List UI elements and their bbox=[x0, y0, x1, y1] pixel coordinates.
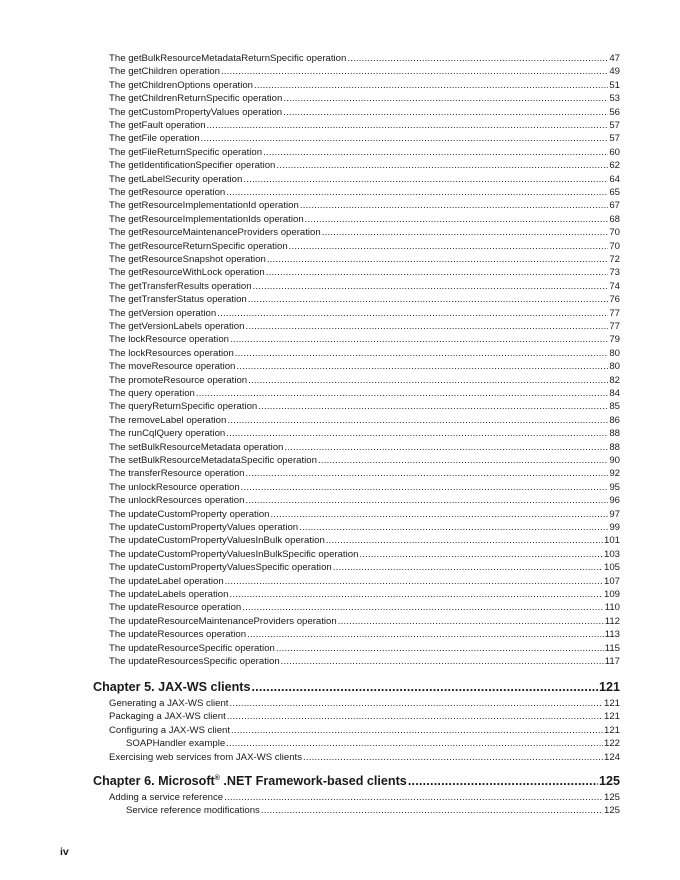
toc-entry-page: 84 bbox=[609, 388, 620, 399]
toc-leader-dots bbox=[230, 333, 608, 346]
toc-leader-dots bbox=[247, 628, 604, 641]
toc-leader-dots bbox=[267, 253, 609, 266]
toc-entry-page: 101 bbox=[603, 535, 620, 547]
toc-entry-title: The runCqlQuery operation bbox=[109, 428, 226, 440]
toc-entry[interactable] bbox=[109, 427, 620, 440]
toc-entry[interactable] bbox=[109, 146, 620, 159]
toc-entry-page: 110 bbox=[604, 602, 620, 614]
toc-entry-page: 115 bbox=[604, 642, 620, 654]
toc-leader-dots bbox=[300, 199, 608, 212]
toc-leader-dots bbox=[276, 642, 604, 655]
toc-leader-dots bbox=[201, 132, 609, 145]
toc-entry-title: The getFileReturnSpecific operation bbox=[109, 146, 263, 158]
toc-leader-dots bbox=[243, 173, 608, 186]
toc-leader-dots bbox=[224, 791, 603, 804]
toc-entry-title: The unlockResources operation bbox=[109, 495, 245, 507]
toc-entry[interactable] bbox=[109, 253, 620, 266]
toc-entry[interactable] bbox=[109, 642, 620, 655]
toc-entry-title: Adding a service reference bbox=[109, 792, 224, 803]
toc-entry-title: The getVersion operation bbox=[109, 307, 217, 319]
toc-entry-title: The getTransferStatus operation bbox=[109, 294, 247, 306]
toc-entry-title: The getCustomPropertyValues operation bbox=[109, 106, 283, 118]
toc-entry[interactable] bbox=[109, 266, 620, 279]
toc-entry-title: The getResource operation bbox=[109, 187, 226, 198]
toc-leader-dots bbox=[226, 427, 608, 440]
toc-entry-title: The updateResources operation bbox=[109, 629, 247, 641]
toc-entry[interactable] bbox=[109, 454, 620, 467]
toc-entry-title: The getResourceMaintenanceProviders operation bbox=[109, 227, 321, 239]
toc-chapter-5[interactable] bbox=[93, 679, 620, 696]
toc-entry-title: The getChildrenReturnSpecific operation bbox=[109, 93, 283, 105]
toc-entry-page: 103 bbox=[603, 548, 620, 560]
toc-entry-page: 90 bbox=[609, 455, 620, 466]
toc-entry[interactable] bbox=[109, 481, 620, 494]
toc-entry-page: 82 bbox=[609, 374, 620, 386]
chapter-title: Chapter 5. JAX-WS clients bbox=[93, 680, 251, 694]
toc-leader-dots bbox=[245, 467, 608, 480]
toc-entry[interactable] bbox=[109, 226, 620, 239]
toc-entry-title: Packaging a JAX-WS client bbox=[109, 711, 226, 723]
toc-subentry[interactable] bbox=[126, 804, 620, 817]
toc-entry[interactable] bbox=[109, 534, 620, 547]
toc-entry-title: The queryReturnSpecific operation bbox=[109, 401, 258, 413]
toc-entry-page: 117 bbox=[604, 656, 620, 667]
toc-leader-dots bbox=[261, 804, 603, 817]
toc-leader-dots bbox=[229, 588, 603, 601]
toc-entry[interactable] bbox=[109, 92, 620, 105]
toc-entry-title: The getResourceWithLock operation bbox=[109, 267, 265, 279]
toc-leader-dots bbox=[248, 374, 608, 387]
toc-leader-dots bbox=[326, 534, 603, 547]
toc-entry-page: 125 bbox=[603, 805, 620, 817]
toc-entry-page: 122 bbox=[603, 738, 620, 750]
toc-entry[interactable] bbox=[109, 213, 620, 226]
toc-entry[interactable] bbox=[109, 199, 620, 212]
toc-entry[interactable] bbox=[109, 521, 620, 534]
toc-entry-title: The getResourceImplementationIds operation bbox=[109, 213, 304, 225]
toc-leader-dots bbox=[235, 347, 609, 360]
toc-entry[interactable] bbox=[109, 387, 620, 400]
toc-entry-page: 47 bbox=[609, 53, 620, 64]
toc-entry[interactable] bbox=[109, 119, 620, 132]
toc-entry-title: The updateResource operation bbox=[109, 602, 242, 614]
toc-entry-title: The updateLabel operation bbox=[109, 575, 224, 587]
toc-entry-page: 77 bbox=[609, 321, 620, 332]
toc-entry[interactable] bbox=[109, 601, 620, 614]
toc-leader-dots bbox=[276, 159, 608, 172]
toc-entry-title: The lockResource operation bbox=[109, 334, 229, 346]
toc-entry-page: 49 bbox=[609, 66, 620, 78]
toc-entry[interactable] bbox=[109, 494, 620, 507]
toc-leader-dots bbox=[245, 320, 608, 333]
toc-entry-title: The query operation bbox=[109, 388, 195, 399]
toc-entry-page: 76 bbox=[609, 294, 620, 306]
toc-entry-page: 121 bbox=[603, 724, 620, 736]
toc-entry[interactable] bbox=[109, 106, 620, 119]
toc-entry-title: The updateLabels operation bbox=[109, 589, 229, 600]
toc-entry-page: 121 bbox=[603, 711, 620, 723]
toc-leader-dots bbox=[245, 494, 608, 507]
toc-entry-page: 77 bbox=[609, 307, 620, 319]
toc-leader-dots bbox=[229, 697, 603, 710]
toc-entry-title: The promoteResource operation bbox=[109, 374, 248, 386]
toc-entry-title: The transferResource operation bbox=[109, 468, 245, 480]
toc-leader-dots bbox=[253, 280, 609, 293]
toc-leader-dots bbox=[251, 679, 598, 696]
toc-entry-title: Generating a JAX-WS client bbox=[109, 698, 229, 709]
toc-entry[interactable] bbox=[109, 173, 620, 186]
toc-leader-dots bbox=[217, 307, 608, 320]
chapter-page: 125 bbox=[598, 774, 620, 788]
toc-entry-page: 99 bbox=[609, 522, 620, 533]
toc-entry-title: The updateResourceMaintenanceProviders operation bbox=[109, 615, 337, 627]
toc-entry-title: The getTransferResults operation bbox=[109, 280, 252, 292]
toc-leader-dots bbox=[248, 293, 609, 306]
toc-entry[interactable] bbox=[109, 360, 620, 373]
toc-leader-dots bbox=[227, 414, 608, 427]
toc-leader-dots bbox=[207, 119, 609, 132]
toc-entry-title: The moveResource operation bbox=[109, 361, 236, 373]
registered-mark: ® bbox=[214, 774, 220, 782]
toc-leader-dots bbox=[322, 226, 609, 239]
chapter-title-prefix: Chapter 6. Microsoft bbox=[93, 774, 215, 788]
toc-entry-title: Service reference modifications bbox=[126, 805, 260, 817]
toc-entry-title: The updateCustomPropertyValuesInBulk operation bbox=[109, 535, 325, 547]
toc-entry-title: The removeLabel operation bbox=[109, 414, 227, 426]
toc-entry-title: The getVersionLabels operation bbox=[109, 321, 245, 332]
toc-entry[interactable] bbox=[109, 710, 620, 723]
toc-entry-page: 124 bbox=[603, 751, 620, 763]
toc-entry[interactable] bbox=[109, 414, 620, 427]
chapter-title bbox=[93, 773, 407, 790]
toc-entry[interactable] bbox=[109, 697, 620, 710]
toc-entry[interactable] bbox=[109, 132, 620, 145]
toc-leader-dots bbox=[227, 710, 603, 723]
toc-entry-page: 80 bbox=[609, 347, 620, 359]
toc-chapter-6[interactable] bbox=[93, 773, 620, 790]
toc-leader-dots bbox=[236, 360, 608, 373]
toc-entry-page: 97 bbox=[609, 508, 620, 520]
toc-leader-dots bbox=[242, 601, 603, 614]
toc-entry[interactable] bbox=[109, 548, 620, 561]
toc-leader-dots bbox=[226, 737, 603, 750]
toc-entry-title: The getFault operation bbox=[109, 120, 206, 131]
toc-entry-page: 56 bbox=[609, 106, 620, 118]
toc-entry-page: 107 bbox=[603, 575, 620, 587]
toc-entry-title: The unlockResource operation bbox=[109, 481, 240, 493]
toc-entry[interactable] bbox=[109, 791, 620, 804]
toc-entry-page: 105 bbox=[603, 562, 620, 574]
toc-entry-page: 79 bbox=[609, 334, 620, 346]
toc-entry-title: The getResourceReturnSpecific operation bbox=[109, 240, 288, 252]
toc-entry-title: The getChildren operation bbox=[109, 66, 220, 78]
toc-leader-dots bbox=[225, 575, 603, 588]
toc-entry-title: The setBulkResourceMetadata operation bbox=[109, 441, 284, 453]
toc-entry[interactable] bbox=[109, 374, 620, 387]
toc-leader-dots bbox=[338, 615, 604, 628]
toc-entry[interactable] bbox=[109, 333, 620, 346]
toc-entry-title: The updateCustomPropertyValuesInBulkSpecific operation bbox=[109, 548, 359, 560]
toc-entry-title: The updateCustomPropertyValues operation bbox=[109, 522, 299, 533]
page-number-footer: iv bbox=[60, 846, 69, 858]
toc-leader-dots bbox=[226, 186, 608, 199]
toc-entry-title: The setBulkResourceMetadataSpecific operation bbox=[109, 455, 317, 466]
toc-entry[interactable] bbox=[109, 293, 620, 306]
toc-entry-title: The getResourceImplementationId operation bbox=[109, 200, 299, 212]
toc-entry[interactable] bbox=[109, 280, 620, 293]
toc-leader-dots bbox=[305, 213, 609, 226]
toc-entry[interactable] bbox=[109, 615, 620, 628]
toc-entry-page: 70 bbox=[609, 240, 620, 252]
toc-entry[interactable] bbox=[109, 320, 620, 333]
toc-entry[interactable] bbox=[109, 628, 620, 641]
toc-entry-page: 62 bbox=[609, 160, 620, 172]
toc-leader-dots bbox=[408, 773, 598, 790]
toc-entry-page: 121 bbox=[603, 698, 620, 709]
toc-leader-dots bbox=[254, 79, 608, 92]
toc-entry[interactable] bbox=[109, 307, 620, 320]
toc-leader-dots bbox=[281, 655, 604, 668]
toc-entry-page: 68 bbox=[609, 213, 620, 225]
toc-entry-page: 53 bbox=[609, 93, 620, 105]
toc-leader-dots bbox=[359, 548, 603, 561]
toc-leader-dots bbox=[299, 521, 608, 534]
toc-entry[interactable] bbox=[109, 347, 620, 360]
toc-entry-title: The getChildrenOptions operation bbox=[109, 79, 253, 91]
toc-entry[interactable] bbox=[109, 588, 620, 601]
toc-leader-dots bbox=[263, 146, 608, 159]
toc-entry-title: The getLabelSecurity operation bbox=[109, 173, 243, 185]
toc-entry-page: 72 bbox=[609, 254, 620, 265]
toc-leader-dots bbox=[284, 441, 608, 454]
toc-entry[interactable] bbox=[109, 508, 620, 521]
toc-entry-page: 51 bbox=[609, 79, 620, 91]
toc-entry[interactable] bbox=[109, 240, 620, 253]
toc-entry-title: The getResourceSnapshot operation bbox=[109, 254, 266, 265]
toc-leader-dots bbox=[283, 92, 608, 105]
toc-entry-title: The updateResourcesSpecific operation bbox=[109, 656, 280, 667]
toc-entry-page: 86 bbox=[609, 414, 620, 426]
toc-entry[interactable] bbox=[109, 441, 620, 454]
toc-entry[interactable] bbox=[109, 575, 620, 588]
toc-entry-page: 65 bbox=[609, 187, 620, 198]
toc-entry[interactable] bbox=[109, 79, 620, 92]
toc-entry-page: 57 bbox=[609, 133, 620, 145]
toc-leader-dots bbox=[196, 387, 608, 400]
toc-entry-page: 92 bbox=[609, 468, 620, 480]
chapter-title-suffix: .NET Framework-based clients bbox=[219, 774, 407, 788]
toc-entry-page: 85 bbox=[609, 401, 620, 413]
toc-entry-title: The updateCustomProperty operation bbox=[109, 508, 270, 520]
toc-entry[interactable] bbox=[109, 52, 620, 65]
chapter-page: 121 bbox=[598, 680, 620, 694]
toc-entry-page: 57 bbox=[609, 120, 620, 131]
toc-entry-page: 113 bbox=[604, 629, 620, 641]
toc-entry[interactable] bbox=[109, 751, 620, 764]
toc-entry[interactable] bbox=[109, 655, 620, 668]
toc-entry-title: Configuring a JAX-WS client bbox=[109, 724, 231, 736]
toc-entry-page: 95 bbox=[609, 481, 620, 493]
toc-leader-dots bbox=[333, 561, 603, 574]
toc-entry-title: SOAPHandler example bbox=[126, 738, 226, 750]
toc-entry-title: The updateCustomPropertyValuesSpecific operation bbox=[109, 562, 332, 574]
toc-entry-title: The lockResources operation bbox=[109, 347, 234, 359]
toc-entry-title: The updateResourceSpecific operation bbox=[109, 642, 275, 654]
toc-entry-title: Exercising web services from JAX-WS clients bbox=[109, 751, 302, 763]
toc-entry-title: The getFile operation bbox=[109, 133, 200, 145]
toc-entry-page: 112 bbox=[604, 615, 620, 627]
toc-entry[interactable] bbox=[109, 186, 620, 199]
toc-entry[interactable] bbox=[109, 400, 620, 413]
toc-entry-page: 88 bbox=[609, 441, 620, 453]
toc-entry-page: 73 bbox=[609, 267, 620, 279]
toc-leader-dots bbox=[318, 454, 608, 467]
toc-entry-page: 80 bbox=[609, 361, 620, 373]
toc-leader-dots bbox=[303, 751, 603, 764]
toc-leader-dots bbox=[231, 724, 603, 737]
toc-entry-page: 60 bbox=[609, 146, 620, 158]
toc-entry-page: 109 bbox=[603, 589, 620, 600]
toc-entry[interactable] bbox=[109, 467, 620, 480]
toc-entry[interactable] bbox=[109, 561, 620, 574]
toc-leader-dots bbox=[258, 400, 608, 413]
toc-entry-page: 70 bbox=[609, 227, 620, 239]
toc-subentry[interactable] bbox=[126, 737, 620, 750]
toc-leader-dots bbox=[347, 52, 608, 65]
toc-entry[interactable] bbox=[109, 159, 620, 172]
toc-entry-page: 96 bbox=[609, 495, 620, 507]
toc-leader-dots bbox=[266, 266, 609, 279]
toc-entry-page: 64 bbox=[609, 173, 620, 185]
toc-entry-page: 74 bbox=[609, 280, 620, 292]
toc-leader-dots bbox=[241, 481, 609, 494]
toc-leader-dots bbox=[289, 240, 609, 253]
toc-leader-dots bbox=[283, 106, 608, 119]
toc-leader-dots bbox=[221, 65, 608, 78]
toc-entry[interactable] bbox=[109, 724, 620, 737]
toc-leader-dots bbox=[271, 508, 609, 521]
toc-entry-title: The getBulkResourceMetadataReturnSpecific operation bbox=[109, 53, 347, 64]
toc-entry-page: 125 bbox=[603, 792, 620, 803]
toc-entry[interactable] bbox=[109, 65, 620, 78]
toc-entry-page: 67 bbox=[609, 200, 620, 212]
toc-entry-title: The getIdentificationSpecifier operation bbox=[109, 160, 276, 172]
toc-entry-page: 88 bbox=[609, 428, 620, 440]
